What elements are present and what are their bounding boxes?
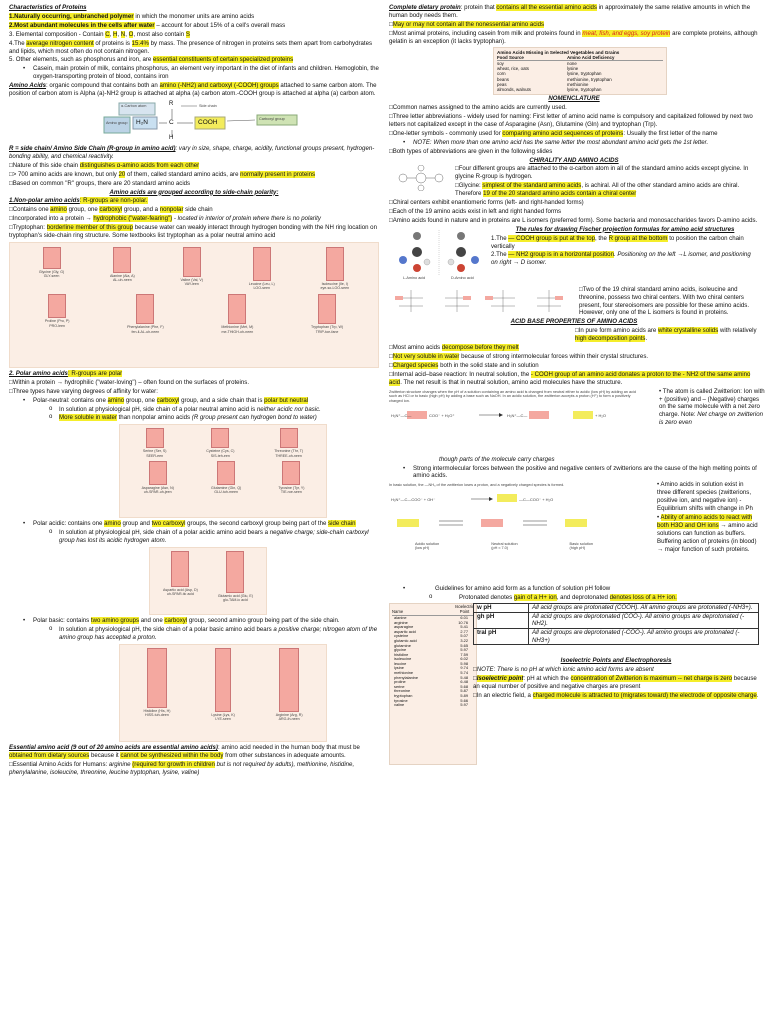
pi-value: 10.76 [458,619,468,625]
pi-amino-acid: glutamic acid [394,637,417,643]
aa-methionine: Methionine (Met, M) me-THIGH-oh-neen [221,294,253,333]
abp-5: □Internal acid–base reaction: In neutral solution, the - COOH group of an amino acid donates a proton to the - NH2 of the same amino acid. The net result is that in neutral solution, amino acid molecules have the structure. [389,370,751,386]
cooh-label: COOH [198,118,218,126]
polar-acidic-figure [149,547,267,615]
alpha-carbon-label: α-Carbon atom [121,103,147,108]
zwitterion-figure [389,390,637,454]
aa-arginine: Arginine (Arg, R) ARG-ih-neen [276,648,303,721]
aa-leucine: Leucine (Leu, L) LOO-seen [249,247,275,290]
deficiency-row [497,87,663,92]
zwitterion-equation [389,405,637,429]
aa-proline: Proline (Pro, P) PRO-leen [45,294,70,333]
pi-value: 5.98 [460,660,468,666]
stereo-text: □Two of the 19 chiral standard amino acids, isoleucine and threonine, possess two chiral centers. With two chiral centers present, four stereoisomers are possible for these amino acids. However, only one of the L isomers is found in proteins. [579,285,750,317]
solution-text [645,481,759,554]
aa-tyrosine: Tyrosine (Tyr, Y) TIE-roe-seen [278,461,304,494]
svg-text:+ H₂O: + H₂O [595,413,606,419]
pi-amino-acid: cysteine [394,633,409,639]
isoelectric-1: □Isoelectric point: pH at which the concentration of Zwitterion is maximum -- net charge is zero because an equal number of positive and negative charges are present [473,674,757,690]
aa-cysteine: Cysteine (Cys, C) SIS-teh-een [206,428,234,457]
c-label: C [169,118,174,126]
pi-value: 7.59 [460,651,468,657]
pi-value: 6.02 [460,656,468,662]
polar-neutral-sub-1: o In solution at physiological pH, side chain of a polar neutral amino acid is neither acidic nor basic. [9,406,379,414]
pi-value: 5.66 [460,697,468,703]
char-2: 2.Most abundant molecules in the cells after water – account for about 15% of a cell's overall mass [9,21,286,29]
essential-amino-acid: Essential amino acid (9 out of 20 amino acids are essential amino acids): amino acid needed in the human body that must be obtained from dietary sources because it cannot be synthesized within the body from other substances in adequate amounts. [9,743,360,759]
solution-1: • Amino acids in solution exist in three different species (zwitterions, positive ion, and negative ion) - Equilibrium shifts with change in Ph [657,481,753,513]
ph-row [474,612,759,628]
polar-basic-figure [119,644,327,742]
zwitterion-block [389,387,765,456]
deficiency-acid: none [567,60,577,66]
isoelectric-section [389,603,759,761]
deficiency-acid: lysine [567,66,579,72]
deficiency-food: almonds, walnuts [497,86,531,92]
isoelectric-note: □NOTE: There is no pH at which ionic amino acid forms are absent [473,666,654,674]
complete-2: □May or may not contain all the nonessential amino acids [389,20,545,28]
aa-lysine: Lysine (Lys, K) LYE-seen [211,648,235,721]
zwitterion-text: • The atom is called Zwitterion: Ion with + (positive) and – (Negative) charges on the same molecule with a net zero charge. Note: Net charge on zwitterion is zero even [659,387,765,427]
abp-4: □Charged species both in the solid state and in solution [389,361,539,369]
structure-svg [9,99,379,143]
polar-neutral-row-2 [123,461,323,494]
amino-acids-def: Amino Acids: organic compound that contains both an amino (-NH2) and carboxyl (-COOH) groups attached to same carbon atom. The position of carbon atom is Alpha (a)-NH2 group is attached at alpha (a) carbon atom.-COOH group is attached at alpha (a) carbon atom. [9,82,377,98]
guidelines-sub: o Protonated denotes gain of a H+ ion, and deprotonated denotes loss of a H+ ion. [389,594,759,602]
deficiency-food: beans [497,76,509,82]
stereoisomer-diagram [389,286,575,316]
polar-acidic: • Polar acidic: contains one amino group and two carboxyl groups, the second carboxyl group being part of the side chain [9,520,379,528]
nom-2: □Three letter abbreviations - widely used for naming: First letter of amino acid name is compulsory and capitalized followed by next two letters not capitalized except in the case of Asparagine (Asn), Glutamine (Gln) and tryptophan (Trp). [389,112,753,128]
svg-text:COO⁻ + H₃O⁺: COO⁻ + H₃O⁺ [429,413,455,419]
pi-amino-acid: asparagine [394,624,414,630]
polar-acidic-row [153,551,263,602]
polar-neutral-row-1 [123,428,323,457]
basic-equation [389,490,629,508]
deficiency-food: peas [497,81,507,87]
nom-4: □Both types of abbreviations are given in the following slides [389,147,553,155]
chir-2: □Glycine: simplest of the standard amino acids, is achiral. All of the other standard amino acids are chiral. Therefore 19 of the 20 standard amino acids contain a chiral center [455,182,740,198]
aa-tryptophan: Tryptophan (Trp, W) TRIP-toe-fane [311,294,343,333]
aa-isoleucine: Isoleucine (Ile, I) eye-so-LOO-seen [321,247,350,290]
polar-neutral: • Polar-neutral: contains one amino group, one carboxyl group, and a side chain that is polar but neutral [9,397,379,405]
amino-group-label: Amino group [106,120,128,125]
known-amino-acids: □> 700 amino acids are known, but only 20 of them, called standard amino acids, are normally present in proteins [9,170,316,178]
fischer-1: 1.The — COOH group is put at the top, the R group at the bottom to position the carbon chain vertically [491,234,744,250]
essential-list: □Essential Amino Acids for Humans: arginine (required for growth in children but is not required by adults), methionine, histidine, phenylalanine, isoleucine, threonine, leucine tryptophan, lysine, valine) [9,760,355,776]
deficiency-col-food: Food Source [497,54,524,60]
deficiency-table-title: Amino Acids Missing in Selected Vegetables and Grains [497,49,620,55]
basic-solution-figure [389,483,629,551]
grouped-heading: Amino acids are grouped according to side-chain polarity: [109,188,279,196]
chir-1: □Four different groups are attached to the α-carbon atom in all of the standard amino acids except glycine. In glycine R-group is hydrogen. [455,165,749,181]
deficiency-acid: methionine, tryptophan [567,76,612,82]
glycine-diagram [389,165,453,191]
pi-value: 5.97 [460,702,468,708]
fischer-block [389,226,759,286]
deficiency-table [493,47,667,96]
chirality-block [389,165,759,198]
pi-value: 2.77 [460,628,468,634]
right-column [389,4,765,761]
chir-5: □Amino acids found in nature and in proteins are L isomers (preferred form). Some bacteria and monosaccharides favors D-amino acids. [389,216,758,224]
deficiency-food: soy [497,60,504,66]
deficiency-food: corn [497,71,506,77]
pi-amino-acid: glycine [394,647,407,653]
polar-neutral-sub-2: o More soluble in water than nonpolar amino acids (R group present can hydrogen bond to water) [9,414,379,422]
pi-value: 5.87 [460,688,468,694]
twenty-standard: □Based on common "R" groups, there are 20 standard amino acids [9,179,191,187]
deficiency-rows [497,61,663,92]
nonpolar-1: □Contains one amino group, one carboxyl group, and a nonpolar side chain [9,206,213,214]
nonpolar-3: □Tryptophan: borderline member of this group because water can weakly interact through hydrogen bonding with the NH ring location on tryptophan's side-chain ring structure. Some textbooks list tryptophan as a polar neutral amino acid [9,224,377,240]
pi-amino-acid: histidine [394,651,409,657]
guidelines: • Guidelines for amino acid form as a function of solution pH follow [389,585,759,593]
deficiency-acid: lysine, tryptophan [567,71,602,77]
pi-amino-acid: valine [394,702,405,708]
char-5: 5. Other elements, such as phosphorus and iron, are essential constituents of certain specialized proteins [9,56,294,64]
side-chain-label: Side chain [199,103,217,108]
polar-basic-sub-1: o In solution at physiological pH, the side chain of a polar basic amino acid bears a positive charge; nitrogen atom of the amino group has accepted a proton. [9,626,379,642]
nature-side-chain: □Nature of this side chain distinguishes α-amino acids from each other [9,161,200,169]
polar-2: □Three types have varying degrees of affinity for water: [9,387,158,395]
isoelectric-heading: Isoelectric Points and Electrophoresis [560,657,672,665]
pi-value: 5.74 [460,670,468,676]
pi-value: 6.01 [460,614,468,620]
svg-text:H₃N⁺—C—: H₃N⁺—C— [507,413,528,419]
solution-2: • Ability of amino acids to react with both H3O and OH ions → amino acid solutions can function as buffers. Buffering action of proteins (in blood) → major function of such proteins. [657,513,758,553]
nonpolar-row-2 [16,294,372,333]
aa-glycine: Glycine (Gly, G) GLY-seen [39,247,64,290]
aa-glutamine: Glutamine (Gln, Q) GLU-tuh-meen [211,461,241,494]
nonpolar-heading: 1.Non-polar amino acids: R-groups are non-polar. [9,197,148,205]
isoelectric-text [473,657,759,701]
characteristics-heading: Characteristics of Proteins [9,4,87,11]
neutral-solution-label: Neutral solution (pH ≈ 7.0) [491,541,518,551]
nom-3: □One-letter symbols - commonly used for comparing amino acid sequences of proteins: Usually the first letter of the name [389,129,718,137]
aa-glutamic-acid: Glutamic acid (Glu, E) glu-TAM-ic acid [218,551,253,602]
pi-name-header: Name [392,609,404,615]
isoelectric-2: □In an electric field, a charged molecule is attracted to (migrates toward) the electrode of opposite charge. [473,691,759,699]
ph-guideline-table [473,603,759,645]
nomenclature-heading: NOMENCLATURE [548,95,600,103]
pi-value: 5.68 [460,683,468,689]
ph-description: All acid groups are deprotonated (-COO-). All amino groups are protonated (-NH3+) [529,628,759,644]
chir-3: □Chiral centers exhibit enantiomeric forms (left- and right-handed forms) [389,199,584,207]
r-label: R [169,100,174,107]
ph-row [474,604,759,613]
nonpolar-amino-acids-figure [9,242,379,368]
deficiency-acid: methionine [567,81,589,87]
carboxyl-group-label: Carboxyl group [259,116,285,121]
isoelectric-table [389,603,477,765]
svg-text:H₃N⁺—C—: H₃N⁺—C— [391,413,412,419]
pi-value: 6.48 [460,679,468,685]
deficiency-col-acid: Amino Acid Deficiency [567,54,615,60]
ph-condition: tral pH [474,628,529,644]
amino-acid-structure-figure [9,99,379,143]
svg-text:H₃N⁺—C—COO⁻ + OH⁻: H₃N⁺—C—COO⁻ + OH⁻ [391,496,436,502]
pi-amino-acid: alanine [394,614,407,620]
zwitterion-2: • Strong intermolecular forces between the positive and negative centers of zwitterions are the cause of the high melting points of amino acids. [389,465,759,481]
complete-dietary-protein: Complete dietary protein: protein that contains all the essential amino acids in approximately the same relative amounts in which the human body needs them. [389,4,751,19]
pi-amino-acid: lysine [394,665,404,671]
pi-row [392,703,470,708]
pi-table-body [392,616,470,708]
pi-amino-acid: tyrosine [394,697,408,703]
aa-alanine: Alanine (Ala, A) AL-uh-neen [110,247,135,290]
polar-basic-row [123,648,323,721]
pi-amino-acid: methionine [394,670,414,676]
pi-amino-acid: tryptophan [394,693,413,699]
fischer-heading: The rules for drawing Fischer projection formulas for amino acid structures [515,225,735,233]
abp-3: □Not very soluble in water because of strong intermolecular forces within their crystal structures. [389,353,649,360]
ph-row [474,628,759,644]
pi-value: 5.41 [460,624,468,630]
fischer-2: 2.The — NH2 group is in a horizontal position. Positioning on the left →L isomer, and positioning on right → D isomer. [491,251,751,267]
pi-value: 5.48 [460,674,468,680]
nonpolar-row-1 [16,247,372,290]
pi-value: 5.89 [460,693,468,699]
equilibrium-labels [389,542,619,551]
aa-histidine: Histidine (His, H) HISS-tuh-deen [143,648,170,721]
pi-value: 9.74 [460,665,468,671]
zwitterion-figure-text: Zwitterion structure changes when the pH of a solution containing an amino acid is changed from neutral either to acidic (low pH) by adding an acid such as HCl or to basic (high pH) by adding a base such as NaOH. In an acidic solution, the zwitterion accepts a proton (H⁺) to form a positively charged ion. [389,389,636,403]
pi-amino-acid: glutamine [394,642,411,648]
svg-text:—C—COO⁻ + H₂O: —C—COO⁻ + H₂O [519,496,554,502]
chir-4: □Each of the 19 amino acids exist in left and right handed forms [389,207,562,215]
r-definition: R = side chain/ Amino Side Chain (R-group in amino acid): vary in size, shape, charge, acidity, functional groups present, hydrogen-bonding ability, and chemical reactivity. [9,144,375,160]
nom-1: □Common names assigned to the amino acids are currently used. [389,104,567,112]
pi-amino-acid: phenylalanine [394,674,419,680]
abp-1: □In pure form amino acids are white crystalline solids with relatively high decomposition points. [575,327,757,343]
basic-solution-label: Basic solution (high pH) [569,541,593,551]
pi-amino-acid: aspartic acid [394,628,416,634]
aa-serine: Serine (Ser, S) SEER-een [143,428,167,457]
ph-description: All acid groups are deprotonated (COO-). All amino groups are deprotonated (-NH2). [529,612,759,628]
ph-description: All acid groups are protonated (COOH). All amino groups are protonated (-NH3+). [529,604,759,613]
zwitterion-cont: though parts of the molecule carry charges [439,455,555,463]
pi-value: 5.07 [460,633,468,639]
polar-acidic-sub-1: o In solution at physiological pH, side chain of a polar acidic amino acid bears a negative charge; side-chain carboxyl group has lost its acidic hydrogen atom. [9,529,379,545]
aa-asparagine: Asparagine (Asn, N) uh-SPAR-uh-jeen [142,461,174,494]
acid-base-heading: ACID BASE PROPERTIES OF AMINO ACIDS [510,318,638,326]
d-amino-acid-label: D-Amino acid [451,275,474,280]
polar-basic: • Polar basic: contains two amino groups and one carboxyl group, second amino group being part of the side chain. [9,617,379,625]
char-1: 1.Naturally occurring, unbranched polymer in which the monomer units are amino acids [9,12,255,20]
acidic-solution-label: Acidic solution (low pH) [414,541,440,551]
complete-3: □Most animal proteins, including casein from milk and proteins found in meat, fish, and eggs, soy protein are complete proteins, although gelatin is an exception (it lacks tryptophan). [389,29,758,45]
left-column [9,4,379,777]
nonpolar-2: □Incorporated into a protein → hydrophobic ("water-fearing") - located in interior of protein where there is no polarity [9,215,321,223]
stereo-block [389,286,759,319]
pi-amino-acid: threonine [394,688,411,694]
ph-condition: gh pH [474,612,529,628]
l-amino-acid-label: L-Amino acid [403,275,426,280]
aa-valine: Valine (Val, V) VAY-leen [181,247,203,290]
solution-block [389,481,759,585]
pi-amino-acid: serine [394,683,405,689]
polar-heading: 2. Polar amino acids: R-groups are polar [9,369,123,377]
polar-1: □Within a protein → hydrophilic ("water-loving") – often found on the surfaces of proteins. [9,378,250,386]
chirality-heading: CHIRALITY AND AMINO ACIDS [529,156,619,164]
deficiency-acid: lysine, tryptophan [567,86,602,92]
pi-amino-acid: arginine [394,619,408,625]
casein-bullet: • Casein, main protein of milk, contains phosphorus, an element very important in the diet of infants and children. Hemoglobin, the oxygen-transporting protein of blood, contains iron [9,65,379,81]
pi-amino-acid: isoleucine [394,656,412,662]
pi-value: 5.65 [460,642,468,648]
h-label: H [169,134,174,141]
pi-value: 5.97 [460,647,468,653]
nom-note: • NOTE: When more than one amino acid has the same letter the most abundant amino acid gets the 1st letter. [389,139,759,147]
pi-value-header: Isoelectric Point [455,604,474,614]
aa-phenylalanine: Phenylalanine (Phe, F) fen-il-AL-uh-neen [127,294,164,333]
aa-threonine: Threonine (Thr, T) THREE-oh-neen [274,428,303,457]
abp-2: □Most amino acids decompose before they melt [389,344,519,352]
pi-amino-acid: leucine [394,660,407,666]
pi-amino-acid: proline [394,679,406,685]
h2n-label: H₂N [136,118,148,126]
polar-neutral-figure [119,424,327,518]
ph-condition: w pH [474,604,529,613]
pi-value: 3.22 [460,637,468,643]
deficiency-food: wheat, rice, oats [497,66,529,72]
char-4: 4.The average nitrogen content of proteins is 15.4% by mass. The presence of nitrogen in proteins sets them apart from carbohydrates and lipids, which most often do not contain nitrogen. [9,39,373,55]
basic-figure-text: In basic solution, the —NH₃ of the zwitterion loses a proton, and a negatively charged species is formed. [389,483,565,488]
aa-aspartic-acid: Aspartic acid (Asp, D) uh-SPAR-tic acid [163,551,198,602]
char-3: 3. Elemental composition - Contain C, H, N, O, most also contain S [9,30,190,38]
